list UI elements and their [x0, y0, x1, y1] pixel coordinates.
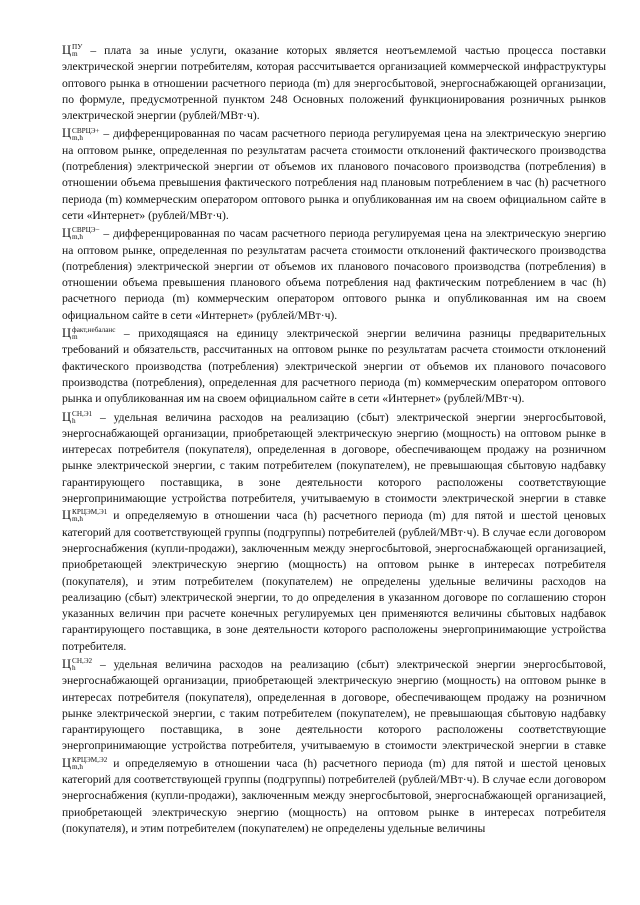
definition-paragraph-6	[62, 656, 606, 837]
definition-text-continued: и определяемую в отношении часа (h) расчетного периода (m) для пятой и шестой ценовых категорий для соответствующей группы (подгруппы) потребителей (рублей/МВт·ч). В случае если договором энергоснабжения (купли-продажи), заключенным между энергосбытовой, энергоснабжающей организацией, приобретающей электрическую энергию (мощность) на оптовом рынке в интересах потребителя (покупателя), и этим потребителем (покупателем) не определены удельные величины	[62, 756, 606, 835]
formula-symbol: Ц СН,Э2 h	[62, 656, 93, 673]
definition-text: – удельная величина расходов на реализацию (сбыт) электрической энергии энергосбытовой, энергоснабжающей организации, приобретающей электрическую энергию (мощность) на оптовом рынке в интересах потребителя (покупателя), определенная в договоре, обеспечивающем продажу на розничном рынке электрической энергии, с таким потребителем (покупателем), не превышающая сбытовую надбавку гарантирующего поставщика, в зоне деятельности которого расположены соответствующие энергопринимающие устройства потребителя, учитываемую в стоимости электрической энергии в ставке	[62, 410, 606, 506]
definition-text: – дифференцированная по часам расчетного периода регулируемая цена на электрическую энергию на оптовом рынке, определенная по результатам расчета стоимости отклонений фактического производства (потребления) электрической энергии от объемов их планового почасового производства (потребления) в отношении объема превышения планового объема потребления над фактическим потреблением в час (h) расчетного периода (m) коммерческим оператором оптового рынка и опубликованная им на своем официальном сайте в сети «Интернет» (рублей/МВт·ч).	[62, 227, 606, 322]
inline-formula-symbol: Ц КРЦЭМ,Э2 m,h	[62, 755, 108, 771]
formula-symbol: Ц СН,Э1 h	[62, 409, 93, 425]
definition-text: – плата за иные услуги, оказание которых является неотъемлемой частью процесса поставки электрической энергии потребителям, которая рассчитывается организацией коммерческой инфраструктуры оптового рынка в отношении расчетного периода (m) для энергосбытовой, энергоснабжающей организации, по формуле, предусмотренной пунктом 248 Основных положений функционирования розничных рынков электрической энергии (рублей/МВт·ч).	[62, 44, 606, 123]
definition-paragraph-5	[62, 409, 606, 655]
formula-symbol: Ц ПУ m	[62, 43, 83, 59]
definition-paragraph-4	[62, 325, 606, 407]
inline-formula-symbol: Ц КРЦЭМ,Э1 m,h	[62, 508, 108, 524]
formula-symbol: Ц СВРЦЭ+ m,h	[62, 126, 100, 142]
definition-text: – дифференцированная по часам расчетного периода регулируемая цена на электрическую энергию на оптовом рынке, определенная по результатам расчета стоимости отклонений фактического производства (потребления) электрической энергии от объемов их планового почасового производства (потребления) в отношении объема превышения фактического потребления над плановым потреблением в час (h) расчетного периода (m) коммерческим оператором оптового рынка и опубликованная им на своем официальном сайте в сети «Интернет» (рублей/МВт·ч).	[62, 127, 606, 222]
formula-symbol: Ц факт,небаланс m	[62, 326, 116, 342]
formula-symbol: Ц СВРЦЭ− m,h	[62, 226, 100, 242]
definition-paragraph-2	[62, 125, 606, 224]
definition-text: – удельная величина расходов на реализацию (сбыт) электрической энергии энергосбытовой, энергоснабжающей организации, приобретающей электрическую энергию (мощность) на оптовом рынке в интересах потребителя (покупателя), определенная в договоре, обеспечивающем продажу на розничном рынке электрической энергии, с таким потребителем (покупателем), не превышающая сбытовую надбавку гарантирующего поставщика, в зоне деятельности которого расположены соответствующие энергопринимающие устройства потребителя, учитываемую в стоимости электрической энергии в ставке	[62, 657, 606, 753]
definition-paragraph-1	[62, 42, 606, 124]
definition-paragraph-3	[62, 225, 606, 324]
definition-text-continued: и определяемую в отношении часа (h) расчетного периода (m) для пятой и шестой ценовых категорий для соответствующей группы (подгруппы) потребителей (рублей/МВт·ч). В случае если договором энергоснабжения (купли-продажи), заключенным между энергосбытовой, энергоснабжающей организацией, приобретающей электрическую энергию (мощность) на оптовом рынке в интересах потребителя (покупателя), и этим потребителем (покупателем) не определены удельные величины расходов на реализацию (сбыт) электрической энергии, то до определения в указанном договоре по соглашению сторон указанных величин при расчете конечных регулируемых цен применяются величины сбытовых надбавок гарантирующего поставщика, в зоне деятельности которого расположены энергопринимающие устройства потребителя.	[62, 509, 606, 653]
definition-text: – приходящаяся на единицу электрической энергии величина разницы предварительных требований и обязательств, рассчитанных на оптовом рынке по результатам расчета стоимости отклонений фактического производства (потребления) электрической энергии от объемов их планового почасового производства (потребления), определенная для расчетного периода (m) коммерческим оператором оптового рынка и опубликованная им на своем официальном сайте в сети «Интернет» (рублей/МВт·ч).	[62, 327, 606, 406]
